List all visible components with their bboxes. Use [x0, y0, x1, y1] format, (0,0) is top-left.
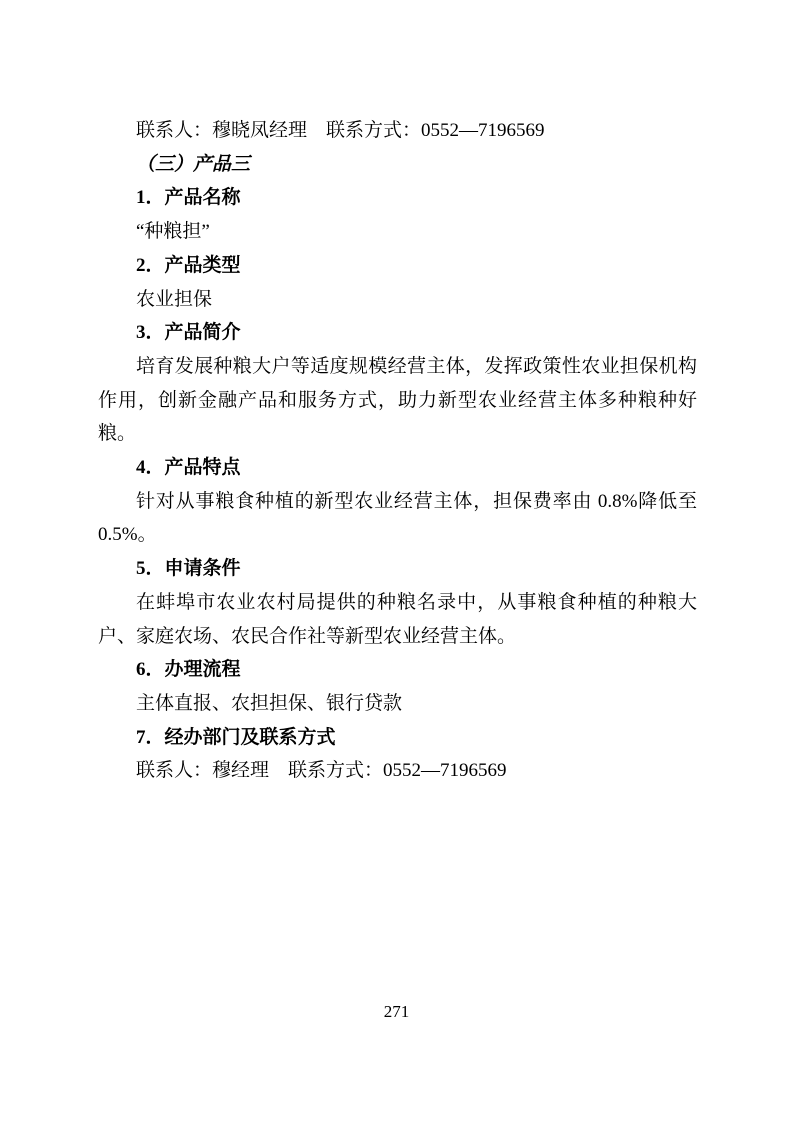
- heading-5-application-conditions: 5．申请条件: [136, 558, 241, 580]
- application-conditions-paragraph: 在蚌埠市农业农村局提供的种粮名录中，从事粮食种植的种粮大户、家庭农场、农民合作社等新型农业经营主体。: [98, 591, 697, 647]
- processing-flow-value: 主体直报、农担担保、银行贷款: [136, 692, 403, 714]
- heading-3-product-intro: 3．产品简介: [136, 322, 241, 344]
- page-number: 271: [383, 1002, 410, 1021]
- heading-4-product-features: 4．产品特点: [136, 457, 241, 479]
- product-name-value: “种粮担”: [136, 221, 210, 243]
- product-features-paragraph: 针对从事粮食种植的新型农业经营主体，担保费率由 0.8%降低至0.5%。: [98, 490, 697, 546]
- heading-6-processing-flow: 6．办理流程: [136, 659, 241, 681]
- product-intro-paragraph: 培育发展种粮大户等适度规模经营主体，发挥政策性农业担保机构作用，创新金融产品和服务方式，助力新型农业经营主体多种粮种好粮。: [98, 355, 697, 445]
- heading-7-contact-department: 7．经办部门及联系方式: [136, 726, 336, 748]
- product-type-value: 农业担保: [136, 288, 213, 310]
- section-heading-product-3: （三）产品三: [136, 153, 251, 175]
- contact-line-product-3: 联系人：穆经理 联系方式：0552—7196569: [136, 760, 507, 782]
- heading-2-product-type: 2．产品类型: [136, 254, 241, 276]
- contact-line-product-2: 联系人：穆晓凤经理 联系方式：0552—7196569: [136, 120, 545, 141]
- document-body: [98, 114, 697, 788]
- heading-1-product-name: 1．产品名称: [136, 187, 241, 209]
